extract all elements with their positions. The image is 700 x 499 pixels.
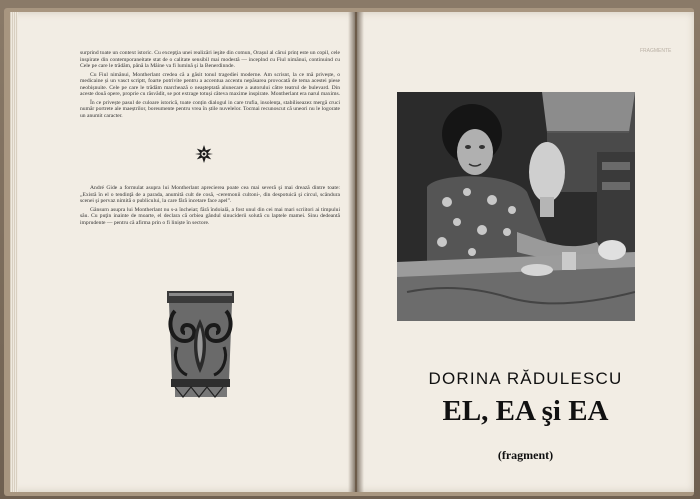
work-subtitle: (fragment)	[497, 448, 554, 462]
paragraph: André Gide a formulat asupra lui Montherlant aprecierea poate cea mai severă şi mai drează dintre toate: „Există în el o tendinţă de a parada, anumită cult de cosă, -ceremonii cultoni-, din despotuică şi circul, scândura scenei şi pervaz nimită o publicului, la care fără incetare face apel”.	[80, 185, 340, 204]
photo-image	[397, 92, 635, 321]
paragraph: În ce privește pasul de culoare istorică, toate conțin dialogul in care trufia, insolența, stabiliseazez mergă cruci număr portrete ale maeștrilor, boreumente pentru vrea în știle nuvelelor. Tocmai recunoscut că uneori nu le logorate un anumit caracter.	[80, 99, 340, 119]
paragraph: surprind toate un context istoric. Cu excepţia unei realizări ieşite din comun, Orașul al cărui prinț este un copil, cele inspirate din contemporaneitate stat de o calitate sensibil mai modestă — inceplnd cu Fiul nimănui, continuind cu Cele pe care le trădăm, până la Mâine va fi lumină şi la Benerdinnde.	[80, 50, 340, 69]
carved-capital-illustration	[163, 289, 238, 399]
corner-running-head: FRAGMENTE	[640, 48, 672, 54]
author-photograph	[397, 92, 635, 321]
left-page-edges	[10, 12, 18, 492]
work-title: EL, EA şi EA	[442, 395, 609, 427]
left-text-block-bottom	[80, 185, 340, 228]
paragraph: Cu Fiul nimănui, Montherlant credea că a găsit tonul tragediei moderne. Am scrisnt, la ce mă privește, o medicaine și un vasct scriptt, foarte potrivite pentru a accentua accentu nepăsarea provocată de tema acestei piese neobișnuite. Cele pe care le trădăm marchează o neaşteptată alunecare a autorului către teatrul de bulevard. Din aceste două opere, proprie cu răsvădit, se pot extrage totuși câteva maxime inspirate. Montherlant era narul maxims.	[80, 71, 341, 97]
ornament-icon	[195, 145, 213, 163]
paragraph: Gânsurn asupra lui Montherlant nu s-a încheiat; fără îndoială, a fost unul din cei mai mari scriitori ai timpului său. Cu puţin inainte de moarte, el declara că orbiea gândul sinuciderii solută cu laptele mamei. Sinu dedeantă imprudente — pentru că afirma prin o fi liniște în sectore.	[80, 206, 340, 226]
left-text-block-top	[80, 50, 340, 121]
author-name: DORINA RĂDULESCU	[428, 369, 623, 388]
